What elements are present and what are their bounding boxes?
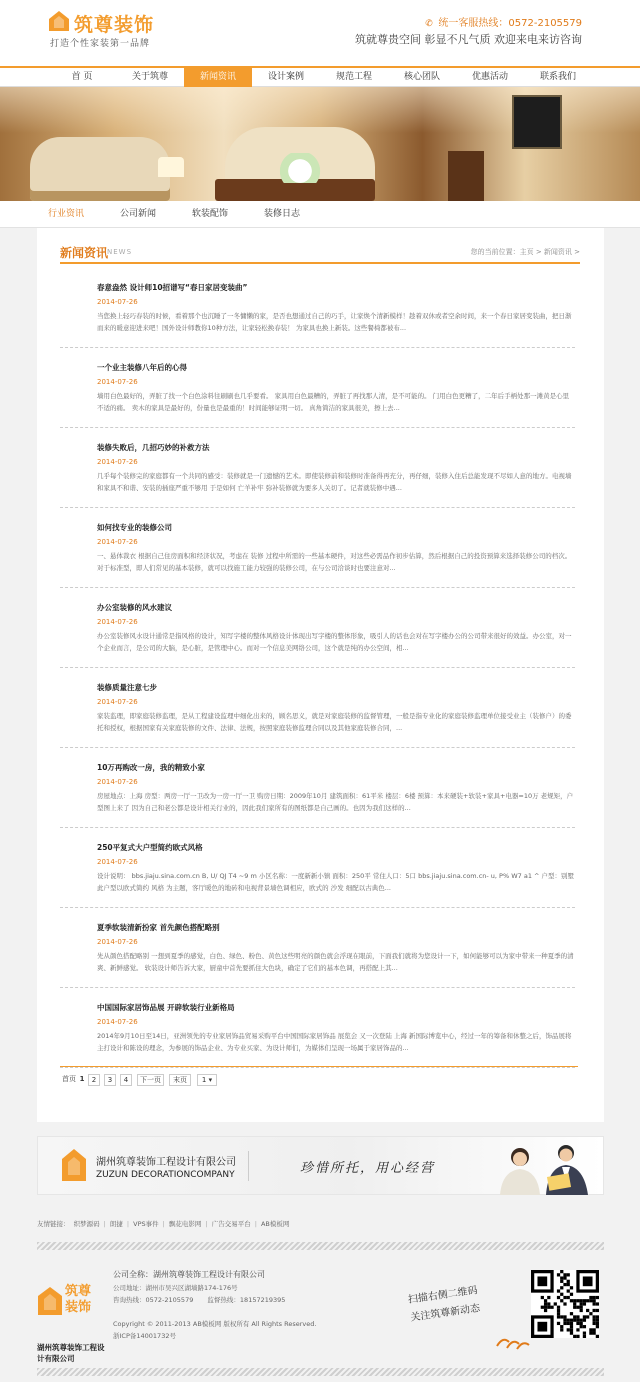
company-logo-icon bbox=[60, 1147, 88, 1183]
friend-link-2[interactable]: 朗捷 bbox=[109, 1220, 123, 1228]
main-nav-list bbox=[48, 68, 592, 87]
footer-info bbox=[113, 1268, 393, 1342]
hero-banner bbox=[0, 87, 640, 201]
news-date: 2014-07-26 bbox=[97, 858, 138, 866]
footer-logo-mark-icon bbox=[37, 1286, 63, 1316]
pagination bbox=[60, 1066, 578, 1088]
subnav-item-industry[interactable]: 行业资讯 bbox=[48, 209, 85, 219]
main-nav bbox=[0, 66, 640, 87]
news-item[interactable] bbox=[60, 682, 575, 748]
footer-qr-text bbox=[407, 1278, 511, 1328]
hotline-text: 统一客服热线：0572-2105579 bbox=[438, 18, 582, 29]
banner-cabinet bbox=[448, 151, 484, 201]
news-item[interactable] bbox=[60, 442, 575, 508]
site-logo[interactable] bbox=[48, 8, 158, 52]
footer-spacer bbox=[113, 1306, 393, 1318]
news-item[interactable] bbox=[60, 842, 575, 908]
news-date: 2014-07-26 bbox=[97, 618, 138, 626]
news-item[interactable] bbox=[60, 602, 575, 668]
link-separator: | bbox=[103, 1220, 106, 1228]
news-title[interactable]: 中国国际家居饰品展 开辟软装行业新格局 bbox=[97, 1003, 235, 1012]
news-date: 2014-07-26 bbox=[97, 538, 138, 546]
footer-arrow-deco-icon bbox=[495, 1334, 531, 1350]
footer-phones bbox=[113, 1294, 393, 1306]
site-footer bbox=[37, 1262, 604, 1362]
news-summary: 房屋地点：上海 房型：两房一厅一卫改为一房一厅一卫 购房日期：2009年10月 建筑面积：61平米 楼层：6楼 预算：本来硬装+软装+家具+电器=10万 老规矩，户型图上来了 因为自己和老公都是设计相关行业的，因此我们家所有的图纸都是自己画的。也因为我们这样的... bbox=[97, 792, 574, 812]
news-item[interactable] bbox=[60, 362, 575, 428]
subnav-item-log[interactable]: 装修日志 bbox=[264, 209, 301, 219]
footer-logo bbox=[37, 1284, 103, 1364]
banner-lamp bbox=[158, 157, 184, 177]
logo-slogan: 打造个性家装第一品牌 bbox=[50, 39, 151, 49]
footer-stripe-bottom bbox=[37, 1368, 604, 1376]
subnav-item-soft[interactable]: 软装配饰 bbox=[192, 209, 229, 219]
section-title: 新闻资讯 bbox=[60, 246, 109, 260]
pager-page-4[interactable]: 4 bbox=[120, 1074, 132, 1086]
breadcrumb[interactable]: 您的当前位置：主页 > 新闻资讯 > bbox=[470, 248, 580, 256]
news-date: 2014-07-26 bbox=[97, 298, 138, 306]
news-summary: 几乎每个装修完的家庭都有一个共同的感受：装修就是一门遗憾的艺术。即使装修前和装修时准备得再充分，再仔细，装修入住后总能发现不尽如人意的地方。电视墙和家具不和谐、安装的插座严重不够用 于是如何 亡羊补牢 弥补装修就为要多人关切了。记者就装修中遇... bbox=[97, 472, 572, 492]
news-item[interactable] bbox=[60, 922, 575, 988]
pager-label: 首页 bbox=[62, 1075, 76, 1083]
news-date: 2014-07-26 bbox=[97, 938, 138, 946]
news-title[interactable]: 10万再购改一房，我的精致小家 bbox=[97, 763, 205, 772]
footer-phone: 咨询热线：0572-2105579 bbox=[113, 1296, 194, 1304]
pager-current: 1 bbox=[79, 1075, 85, 1083]
news-title[interactable]: 一个业主装修八年后的心得 bbox=[97, 363, 187, 372]
qr-code-icon[interactable] bbox=[531, 1270, 599, 1338]
news-title[interactable]: 夏季软装清新扮家 首先颜色搭配略别 bbox=[97, 923, 220, 932]
news-item[interactable] bbox=[60, 762, 575, 828]
site-header bbox=[0, 0, 640, 66]
pager-next[interactable]: 下一页 bbox=[137, 1074, 164, 1086]
nav-item-promotions[interactable]: 优惠活动 bbox=[471, 72, 508, 82]
news-summary: 墙用白色最好的，弄脏了找一个白色涂料往刷刷也几乎要看。 家具用白色最糟的，弄脏了再找那人清，是不可能的。 门用白色更糟了，二年后手柄处那一滩黄是心里不适的痛。 卖木的家具是最好的，份量也是最重的！时间能够证明一切。 真角简洁的家具很美，擦上去... bbox=[97, 392, 570, 412]
nav-item-projects[interactable]: 规范工程 bbox=[335, 72, 372, 82]
footer-logo-company: 湖州筑尊装饰工程设计有限公司 bbox=[37, 1343, 105, 1363]
news-date: 2014-07-26 bbox=[97, 698, 138, 706]
section-title-en: NEWS bbox=[107, 248, 133, 256]
news-date: 2014-07-26 bbox=[97, 378, 138, 386]
nav-item-team[interactable]: 核心团队 bbox=[403, 72, 440, 82]
news-title[interactable]: 装修质量注意七步 bbox=[97, 683, 157, 692]
banner-sofa-left bbox=[30, 137, 170, 201]
footer-copyright: Copyright © 2011-2013 AB模板网 版权所有 All Rights Reserved. bbox=[113, 1320, 317, 1328]
company-banner bbox=[37, 1136, 604, 1195]
footer-logo-text: 筑尊装饰 bbox=[65, 1284, 92, 1315]
company-name: 湖州筑尊装饰工程设计有限公司 bbox=[96, 1157, 236, 1168]
footer-company-full: 公司全称：湖州筑尊装饰工程设计有限公司 bbox=[113, 1270, 265, 1279]
sub-nav bbox=[0, 201, 640, 228]
hotline bbox=[425, 14, 582, 29]
friend-link-4[interactable]: 飘花电影网 bbox=[168, 1220, 202, 1228]
link-separator: | bbox=[126, 1220, 130, 1228]
phone-icon: ✆ bbox=[425, 19, 433, 29]
pager-page-2[interactable]: 2 bbox=[88, 1074, 100, 1086]
news-date: 2014-07-26 bbox=[97, 1018, 138, 1026]
news-item[interactable] bbox=[60, 522, 575, 588]
logo-name: 筑尊装饰 bbox=[74, 14, 155, 36]
news-date: 2014-07-26 bbox=[97, 778, 138, 786]
header-tagline: 筑就尊贵空间 彰显不凡气质 欢迎来电来访咨询 bbox=[355, 33, 582, 46]
footer-icp[interactable]: 浙ICP备14001732号 bbox=[113, 1332, 176, 1340]
qr-line-2: 关注筑尊新动态 bbox=[409, 1303, 481, 1324]
news-summary: 先从颜色搭配略别 一想到夏季的感觉，白色、绿色、粉色、黄色这些明亮的颜色就会浮现在眼前，下面我们就将为您设计一下，如何能够可以为家中带来一种夏季的清爽、新鲜感觉。 软装设计师告诉大家，厨童中首先要抓住大色块，确定了它们的基本色调，再搭配上其... bbox=[97, 952, 574, 972]
news-summary: 一、悬体裁衣 根据自己住房面积和经济状况，考虑在 装修 过程中所需的一些基本硬件，对这些必需品作初步估算，然后根据自己的投资预算来选择装修公司的档次。对于标准型，即人们常见的基本装修，就可以找施工能力较强的装修公司，在与公司洽谈时也要注意对... bbox=[97, 552, 572, 572]
friend-link-5[interactable]: 广告交易平台 bbox=[211, 1220, 251, 1228]
banner-tv bbox=[512, 95, 562, 149]
friend-link-3[interactable]: VPS事件 bbox=[133, 1220, 159, 1228]
footer-mobile: 监督热线：18157219395 bbox=[207, 1296, 286, 1304]
pager-last[interactable]: 末页 bbox=[169, 1074, 191, 1086]
footer-address: 公司地址：湖州市吴兴区湖墙路174-176号 bbox=[113, 1284, 238, 1292]
nav-item-news[interactable]: 新闻资讯 bbox=[184, 68, 252, 87]
friend-links bbox=[37, 1219, 604, 1233]
news-title[interactable]: 春意盎然 设计师10招谱写“春日家居变装曲” bbox=[97, 283, 248, 292]
news-summary: 设计说明： bbs.jiaju.sina.com.cn B, U/ QJ T4 ~9 m 小区名称：一度新新小镇 面积：250平 常住人口：5口 bbs.jiaju.sina.com.cn- u, P% W7 a1 ^ 户型：别墅 此户型以欧式简约 风格 为主题，客厅暖色的地砖和电视背景墙色调相应，欧式的 沙发 细配以古典色... bbox=[97, 872, 575, 892]
news-item[interactable] bbox=[60, 282, 575, 348]
news-summary: 当您换上轻巧春装的时候，看着那个也沉睡了一冬慵懒的家，是否也想通过自己的巧手，让家焕个清新模样！趁着双休或者空余时间，来一个春日家居变装曲，把日渐而来的暖意迎进来吧！国外设计师教你10种方法，让家轻松换春装！ 为家具也换上新装。这些餐椅都被布... bbox=[97, 312, 572, 332]
qr-line-1: 扫描右侧二维码 bbox=[407, 1285, 479, 1306]
link-separator: | bbox=[162, 1220, 165, 1228]
news-summary: 办公室装修风水设计通常是指风格的设计，知写字楼的整体风格设计体现出写字楼的整体形象，吸引人的话也会对在写字楼办公的公司带来很好的效益。办公室，对一个企业而言，是公司的大脑，是心脏，是管理中心。而对一个信息美网络公司，这个就是纯的办公空间，相... bbox=[97, 632, 572, 652]
nav-item-cases[interactable]: 设计案例 bbox=[267, 72, 304, 82]
pager-page-3[interactable]: 3 bbox=[104, 1074, 116, 1086]
business-people-icon bbox=[486, 1141, 602, 1195]
friend-link-6[interactable]: AB模板网 bbox=[260, 1220, 290, 1228]
nav-item-about[interactable]: 关于筑尊 bbox=[131, 72, 168, 82]
footer-stripe-top bbox=[37, 1242, 604, 1250]
company-slogan: 珍惜所托，用心经营 bbox=[300, 1161, 436, 1176]
logo-mark-icon bbox=[48, 10, 70, 32]
news-title[interactable]: 装修失败后，几招巧妙的补救方法 bbox=[97, 443, 210, 452]
nav-item-home[interactable]: 首 页 bbox=[71, 72, 93, 82]
news-title[interactable]: 办公室装修的风水建议 bbox=[97, 603, 172, 612]
news-summary: 家装监理，即家庭装修监理，是从工程建设监理中细化出来的，顾名思义，就是对家庭装修的监督管理，一般是指专业化的家庭装修监理单位接受业主（装修户）的委托和授权，根据国家有关家庭装修的文件、法律、法规，按照家庭装修监理合同以及其他家庭装修合同，... bbox=[97, 712, 572, 732]
subnav-item-company[interactable]: 公司新闻 bbox=[120, 209, 157, 219]
news-title[interactable]: 如何找专业的装修公司 bbox=[97, 523, 172, 532]
banner-flowers bbox=[272, 153, 328, 183]
pager-select[interactable]: 1 ▾ bbox=[197, 1074, 217, 1086]
company-divider bbox=[248, 1151, 249, 1181]
section-header bbox=[60, 244, 580, 264]
link-separator: | bbox=[205, 1220, 208, 1228]
friend-link-1[interactable]: 织梦源码 bbox=[73, 1220, 100, 1228]
news-title[interactable]: 250平复式大户型简约欧式风格 bbox=[97, 843, 203, 852]
friend-links-label: 友情链接： bbox=[37, 1220, 70, 1228]
nav-item-contact[interactable]: 联系我们 bbox=[539, 72, 576, 82]
news-item[interactable] bbox=[60, 1002, 575, 1068]
company-name-en: ZUZUN DECORATIONCOMPANY bbox=[96, 1170, 235, 1180]
link-separator: | bbox=[254, 1220, 257, 1228]
news-date: 2014-07-26 bbox=[97, 458, 138, 466]
news-summary: 2014年9月10日至14日，亚洲领先的专业家居饰品贸易采购平台中国国际家居饰品 展览会 又一次登陆 上海 新国际博览中心，经过一年的筹备和休整之后，饰品展将主打设计和陈设的理念，为参展的饰品企业、为专业买家、为设计师们，为媒体们呈现一场属于家居饰品的... bbox=[97, 1032, 572, 1052]
sub-nav-list bbox=[48, 201, 336, 228]
